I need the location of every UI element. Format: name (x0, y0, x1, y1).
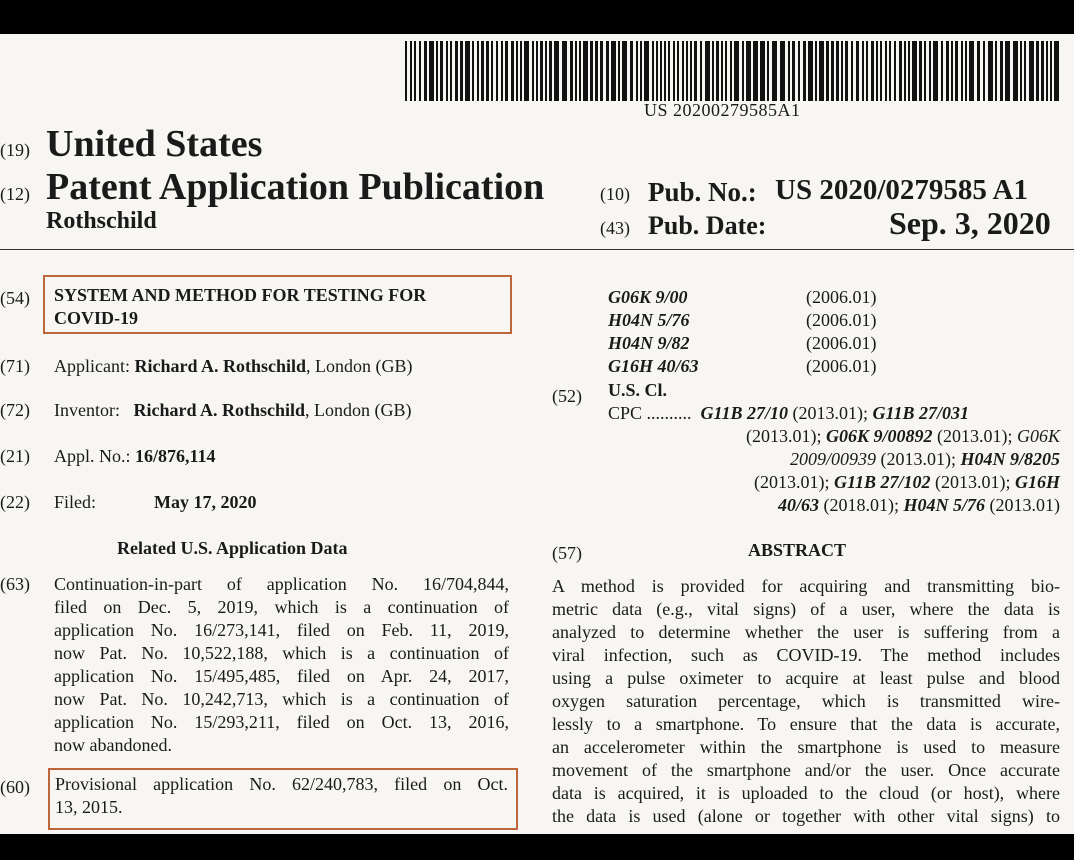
barcode-bar (894, 41, 896, 101)
cpc-line-2 (608, 426, 1060, 447)
barcode-bar (742, 41, 744, 101)
abstract-heading: ABSTRACT (748, 540, 847, 560)
barcode-bar (455, 41, 458, 101)
barcode-bar (721, 41, 723, 101)
barcode-bar (606, 41, 609, 101)
barcode-bar (562, 41, 567, 101)
barcode-bar (734, 41, 739, 101)
cpc-code: G11B 27/102 (833, 472, 931, 492)
barcode-bar (856, 41, 859, 101)
abstract-line: data is acquired, it is uploaded to the cloud (or host), where (552, 783, 1060, 803)
filed-label: Filed: (54, 492, 97, 512)
pub-no-label: Pub. No.: (648, 177, 757, 207)
title-line-2: COVID-19 (54, 308, 138, 328)
barcode-bar (460, 41, 463, 101)
barcode-bar (933, 41, 938, 101)
barcode-bar (929, 41, 931, 101)
barcode-bar (554, 41, 559, 101)
barcode-bar (414, 41, 416, 101)
barcode-bar (524, 41, 529, 101)
barcode-bar (798, 41, 800, 101)
barcode-bar (1013, 41, 1018, 101)
barcode-bar (819, 41, 824, 101)
cpc-prefix: CPC .......... (608, 403, 692, 423)
barcode-bar (836, 41, 839, 101)
barcode-bar (590, 41, 593, 101)
barcode-bar (885, 41, 887, 101)
barcode-bar (618, 41, 620, 101)
barcode-bar (712, 41, 714, 101)
cpc-code: G16H (1015, 472, 1060, 492)
pub-no: US 2020/0279585 A1 (775, 174, 1028, 206)
barcode-bar (575, 41, 577, 101)
barcode (405, 41, 1063, 101)
barcode-number: US 20200279585A1 (644, 100, 801, 120)
barcode-bar (845, 41, 848, 101)
barcode-bar (700, 41, 702, 101)
inventor-short-name: Rothschild (46, 208, 157, 234)
int-class-code: G06K 9/00 (608, 287, 688, 307)
barcode-bar (1036, 41, 1039, 101)
barcode-bar (965, 41, 967, 101)
barcode-bar (450, 41, 452, 101)
cpc-code: G06K 9/00892 (825, 426, 933, 446)
abstract-line: movement of the smartphone and/or the user. Once accurate (552, 760, 1060, 780)
barcode-bar (686, 41, 688, 101)
barcode-bar (540, 41, 543, 101)
code-63: (63) (0, 574, 30, 594)
code-60: (60) (0, 777, 30, 797)
int-class-code: H04N 5/76 (608, 310, 690, 330)
code-19: (19) (0, 140, 30, 160)
barcode-bar (622, 41, 627, 101)
barcode-bar (725, 41, 727, 101)
applicant-name: Richard A. Rothschild (134, 356, 307, 376)
barcode-bar (644, 41, 649, 101)
country-title: United States (46, 123, 263, 165)
cpc-version: (2013.01) (985, 495, 1060, 515)
barcode-bar (772, 41, 777, 101)
int-class-code: G16H 40/63 (608, 356, 699, 376)
cip-line: filed on Dec. 5, 2019, which is a continuation of (54, 597, 509, 617)
barcode-bar (501, 41, 503, 101)
code-43: (43) (600, 218, 630, 238)
cpc-code: 2009/00939 (789, 449, 876, 469)
abstract-line: lessly to a smartphone. To ensure that the data is accurate, (552, 714, 1060, 734)
cpc-code: G11B 27/031 (872, 403, 970, 423)
us-cl-label: U.S. Cl. (608, 380, 668, 400)
barcode-bar (660, 41, 662, 101)
barcode-bar (496, 41, 498, 101)
barcode-bar (961, 41, 963, 101)
barcode-bar (1005, 41, 1010, 101)
cpc-version: (2013.01); (875, 449, 961, 469)
barcode-bar (831, 41, 834, 101)
barcode-bar (904, 41, 906, 101)
barcode-bar (705, 41, 710, 101)
barcode-bar (410, 41, 412, 101)
code-57: (57) (552, 543, 582, 563)
code-71: (71) (0, 356, 30, 376)
barcode-bar (1020, 41, 1022, 101)
barcode-bar (889, 41, 891, 101)
cpc-version: (2013.01); (745, 426, 826, 446)
barcode-bar (871, 41, 874, 101)
cip-line: Continuation-in-part of application No. 16/704,844, (54, 574, 509, 594)
abstract-line: the data is used (alone or together with other vital signs) to (552, 806, 1060, 826)
barcode-bar (516, 41, 518, 101)
barcode-bar (746, 41, 751, 101)
barcode-bar (919, 41, 922, 101)
barcode-bar (505, 41, 508, 101)
pub-date-label: Pub. Date: (648, 211, 767, 240)
barcode-bar (532, 41, 534, 101)
barcode-bar (668, 41, 670, 101)
cip-line: application No. 15/495,485, filed on Apr. 24, 2017, (54, 666, 509, 686)
barcode-bar (1024, 41, 1026, 101)
related-data-heading: Related U.S. Application Data (117, 538, 348, 558)
barcode-bar (951, 41, 953, 101)
barcode-bar (694, 41, 697, 101)
barcode-bar (912, 41, 917, 101)
barcode-bar (600, 41, 603, 101)
cpc-line-3 (608, 449, 1060, 470)
barcode-bar (946, 41, 949, 101)
barcode-bar (491, 41, 493, 101)
barcode-bar (579, 41, 581, 101)
barcode-bar (405, 41, 407, 101)
header-rule (0, 249, 1074, 250)
cpc-code: 40/63 (777, 495, 819, 515)
barcode-bar (652, 41, 654, 101)
barcode-bar (570, 41, 573, 101)
patent-page (0, 34, 1074, 834)
appl-label: Appl. No.: (54, 446, 131, 466)
cpc-line-4 (608, 472, 1060, 493)
barcode-bar (969, 41, 974, 101)
barcode-bar (880, 41, 882, 101)
barcode-bar (1054, 41, 1059, 101)
barcode-bar (664, 41, 666, 101)
barcode-bar (630, 41, 633, 101)
barcode-bar (611, 41, 616, 101)
cpc-version: (2018.01); (818, 495, 904, 515)
barcode-bar (656, 41, 658, 101)
barcode-bar (767, 41, 769, 101)
barcode-bar (465, 41, 470, 101)
barcode-bar (520, 41, 522, 101)
abstract-line: using a pulse oximeter to acquire at least pulse and blood (552, 668, 1060, 688)
abstract-line: A method is provided for acquiring and transmitting bio- (552, 576, 1060, 596)
provisional-line-1: Provisional application No. 62/240,783, filed on Oct. (55, 774, 508, 794)
barcode-bar (1050, 41, 1052, 101)
barcode-bar (429, 41, 434, 101)
barcode-bar (545, 41, 547, 101)
barcode-bar (792, 41, 795, 101)
barcode-bar (436, 41, 438, 101)
barcode-bar (583, 41, 588, 101)
publication-type-title: Patent Application Publication (46, 166, 545, 208)
barcode-bar (826, 41, 829, 101)
cpc-line-1 (608, 403, 969, 424)
barcode-bar (636, 41, 638, 101)
cpc-version: (2013.01); (753, 472, 834, 492)
barcode-bar (899, 41, 902, 101)
barcode-bar (760, 41, 765, 101)
barcode-bar (908, 41, 910, 101)
filed-date: May 17, 2020 (154, 492, 257, 512)
provisional-line-2: 13, 2015. (55, 797, 123, 817)
code-12: (12) (0, 184, 30, 204)
barcode-bar (995, 41, 997, 101)
barcode-bar (788, 41, 790, 101)
inventor-row (54, 400, 412, 421)
int-class-version: (2006.01) (806, 287, 877, 307)
barcode-bar (472, 41, 474, 101)
barcode-bar (716, 41, 719, 101)
barcode-bar (481, 41, 484, 101)
code-22: (22) (0, 492, 30, 512)
cip-line: now abandoned. (54, 735, 172, 755)
barcode-bar (511, 41, 514, 101)
barcode-bar (862, 41, 864, 101)
cpc-version: (2013.01); (788, 403, 873, 423)
barcode-bar (851, 41, 853, 101)
cip-line: now Pat. No. 10,522,188, which is a continuation of (54, 643, 509, 663)
barcode-bar (780, 41, 785, 101)
cpc-version: (2013.01); (930, 472, 1015, 492)
barcode-bar (876, 41, 878, 101)
barcode-bar (440, 41, 443, 101)
code-54: (54) (0, 288, 30, 308)
int-class-version: (2006.01) (806, 333, 877, 353)
inventor-location: , London (GB) (305, 400, 412, 420)
barcode-bar (924, 41, 926, 101)
barcode-bar (1041, 41, 1044, 101)
barcode-bar (1029, 41, 1034, 101)
barcode-bar (419, 41, 421, 101)
abstract-line: an accelerometer within the smartphone is used to measure (552, 737, 1060, 757)
barcode-bar (983, 41, 985, 101)
abstract-line: viral infection, such as COVID-19. The method includes (552, 645, 1060, 665)
cpc-code: G11B 27/10 (700, 403, 789, 423)
applicant-location: , London (GB) (306, 356, 413, 376)
code-52: (52) (552, 386, 582, 406)
barcode-bar (753, 41, 758, 101)
barcode-bar (941, 41, 943, 101)
cpc-code: H04N 5/76 (903, 495, 985, 515)
barcode-bar (549, 41, 552, 101)
cip-line: now Pat. No. 10,242,713, which is a continuation of (54, 689, 509, 709)
barcode-bar (988, 41, 993, 101)
barcode-bar (677, 41, 679, 101)
abstract-line: analyzed to determine whether the user is suffering from a (552, 622, 1060, 642)
abstract-line: metric data (e.g., vital signs) of a user, where the data is (552, 599, 1060, 619)
cpc-line-5 (608, 495, 1060, 516)
barcode-bar (682, 41, 684, 101)
cpc-version: (2013.01); (932, 426, 1017, 446)
barcode-bar (977, 41, 980, 101)
barcode-bar (595, 41, 598, 101)
code-10: (10) (600, 184, 630, 204)
applicant-label: Applicant: (54, 356, 130, 376)
code-21: (21) (0, 446, 30, 466)
appl-row (54, 446, 216, 467)
int-class-version: (2006.01) (806, 356, 877, 376)
barcode-bar (424, 41, 427, 101)
barcode-bar (955, 41, 958, 101)
cip-line: application No. 15/293,211, filed on Oct. 13, 2016, (54, 712, 509, 732)
inventor-label: Inventor: (54, 400, 120, 420)
barcode-bar (808, 41, 813, 101)
barcode-bar (536, 41, 538, 101)
applicant-row (54, 356, 413, 377)
code-72: (72) (0, 400, 30, 420)
barcode-bar (640, 41, 642, 101)
cpc-code: G06K (1016, 426, 1060, 446)
barcode-bar (690, 41, 692, 101)
barcode-bar (446, 41, 448, 101)
appl-number: 16/876,114 (135, 446, 216, 466)
barcode-bar (673, 41, 675, 101)
barcode-bar (866, 41, 868, 101)
barcode-bar (486, 41, 489, 101)
barcode-bar (815, 41, 817, 101)
title-line-1: SYSTEM AND METHOD FOR TESTING FOR (54, 285, 427, 305)
barcode-bar (841, 41, 843, 101)
cip-line: application No. 16/273,141, filed on Feb. 11, 2019, (54, 620, 509, 640)
barcode-bar (803, 41, 806, 101)
barcode-bar (730, 41, 732, 101)
int-class-version: (2006.01) (806, 310, 877, 330)
barcode-bar (477, 41, 479, 101)
abstract-line: oxygen saturation percentage, which is transmitted wire- (552, 691, 1060, 711)
inventor-name: Richard A. Rothschild (133, 400, 306, 420)
int-class-code: H04N 9/82 (608, 333, 690, 353)
barcode-bar (1000, 41, 1003, 101)
barcode-bar (1046, 41, 1048, 101)
pub-date: Sep. 3, 2020 (889, 205, 1051, 241)
cpc-code: H04N 9/8205 (960, 449, 1060, 469)
